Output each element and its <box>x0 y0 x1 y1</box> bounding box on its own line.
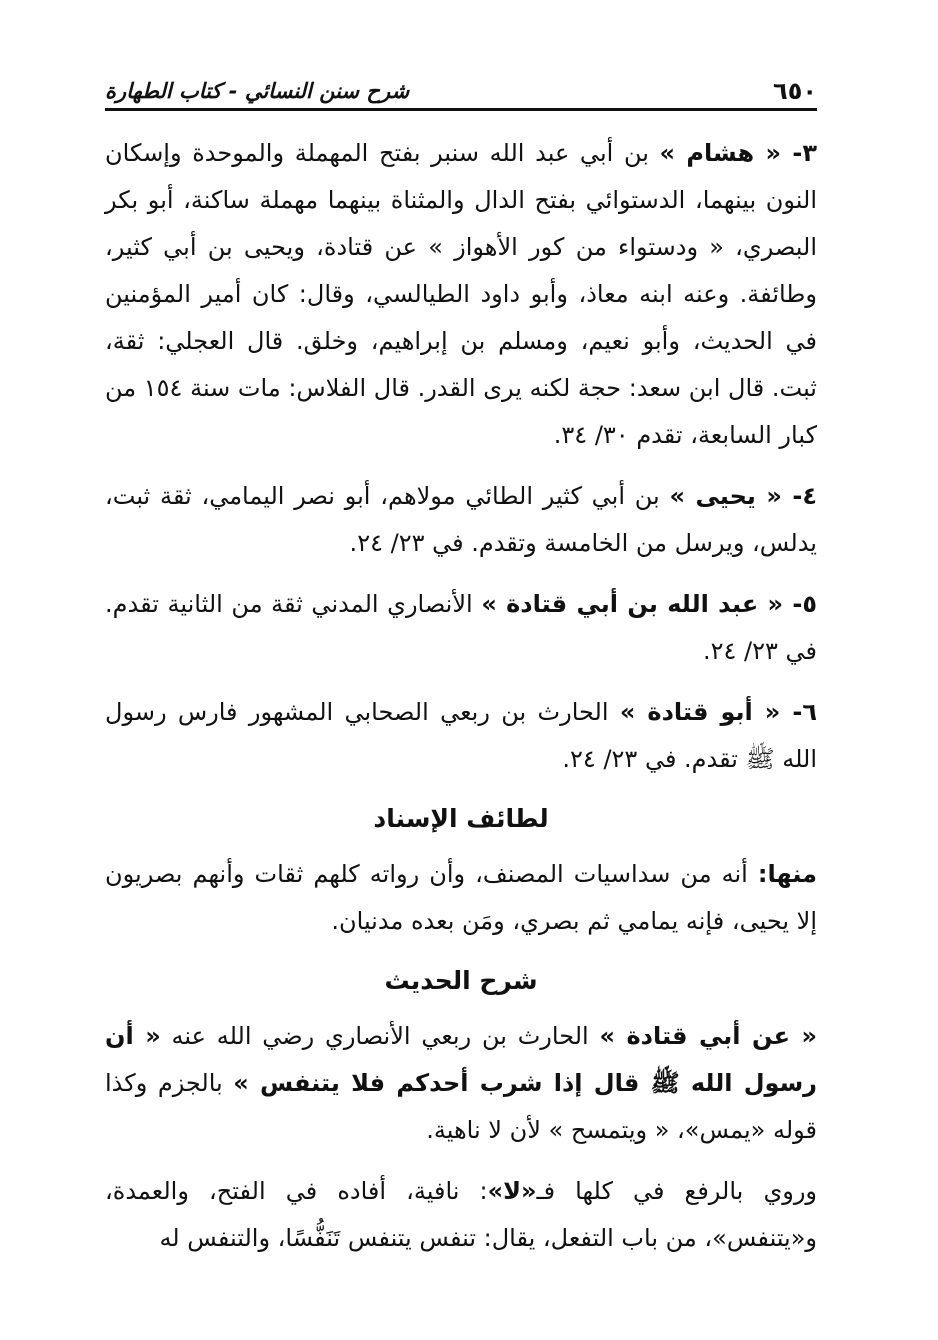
running-header <box>105 70 817 112</box>
lataif-lead: منها: <box>757 860 817 888</box>
sharh-text: : نافية، أفاده في الفتح، والعمدة، و«يتنفس»، من باب التفعل، يقال: تنفس يتنفس تَنَفُّسًا، والتنفس له <box>105 1177 817 1252</box>
page-body <box>105 130 817 1276</box>
sharh-paragraph-1 <box>105 1013 817 1154</box>
entry-text: الأنصاري المدني ثقة من الثانية تقدم. في ٢٣/ ٢٤. <box>105 590 817 665</box>
page-number: ٦٥٠ <box>773 77 817 105</box>
entry-text: الحارث بن ربعي الصحابي المشهور فارس رسول الله ﷺ تقدم. في ٢٣/ ٢٤. <box>105 698 817 773</box>
entry-text: بن أبي كثير الطائي مولاهم، أبو نصر اليمامي، ثقة ثبت، يدلس، ويرسل من الخامسة وتقدم. في ٢٣/ ٢٤. <box>105 482 817 557</box>
entry-number: ٣- <box>780 139 817 167</box>
hadith-quote: « أن رسول الله ﷺ قال إذا شرب أحدكم فلا يتنفس » <box>105 1022 818 1097</box>
narrator-entry-5 <box>105 581 817 675</box>
particle-quote: «لا» <box>487 1177 537 1205</box>
running-title: شرح سنن النسائي - كتاب الطهارة <box>105 79 410 103</box>
narrator-entry-4 <box>105 473 817 567</box>
narrator-name: « هشام » <box>659 139 781 167</box>
narrator-entry-6 <box>105 689 817 783</box>
entry-number: ٦- <box>780 698 817 726</box>
sharh-text: بالجزم وكذا قوله «يمس»، « ويتمسح » لأن لا ناهية. <box>105 1069 817 1144</box>
section-heading-lataif: لطائف الإسناد <box>373 804 549 833</box>
narrator-entry-3 <box>105 130 817 459</box>
sharh-text: وروي بالرفع في كلها فـ <box>536 1177 817 1205</box>
narrator-name: « عبد الله بن أبي قتادة » <box>481 590 784 618</box>
narrator-name: « يحيى » <box>669 482 782 510</box>
lataif-paragraph <box>105 851 817 945</box>
section-heading-sharh: شرح الحديث <box>384 966 538 995</box>
header-rule <box>105 108 817 111</box>
narrator-name: « أبو قتادة » <box>619 698 781 726</box>
sharh-paragraph-2 <box>105 1168 817 1262</box>
sharh-text: الحارث بن ربعي الأنصاري رضي الله عنه <box>160 1022 600 1050</box>
entry-number: ٤- <box>781 482 817 510</box>
entry-number: ٥- <box>783 590 817 618</box>
entry-text: بن أبي عبد الله سنبر بفتح المهملة والموحدة وإسكان النون بينهما، الدستوائي بفتح الدال والمثناة بينهما مهملة ساكنة، أبو بكر البصري، « ودستواء من كور الأهواز » عن قتادة، ويحيى بن أبي كثير، وطائفة. وعنه ابنه معاذ، وأبو داود الطيالسي، وقال: كان أمير المؤمنين في الحديث، وأبو نعيم، ومسلم بن إبراهيم، وخلق. قال العجلي: ثقة، ثبت. قال ابن سعد: حجة لكنه يرى القدر. قال الفلاس: مات سنة ١٥٤ من كبار السابعة، تقدم ٣٠/ ٣٤. <box>105 139 817 449</box>
lataif-text: أنه من سداسيات المصنف، وأن رواته كلهم ثقات وأنهم بصريون إلا يحيى، فإنه يمامي ثم بصري، ومَن بعده مدنيان. <box>105 860 817 935</box>
sharh-lead: « عن أبي قتادة » <box>599 1022 818 1050</box>
